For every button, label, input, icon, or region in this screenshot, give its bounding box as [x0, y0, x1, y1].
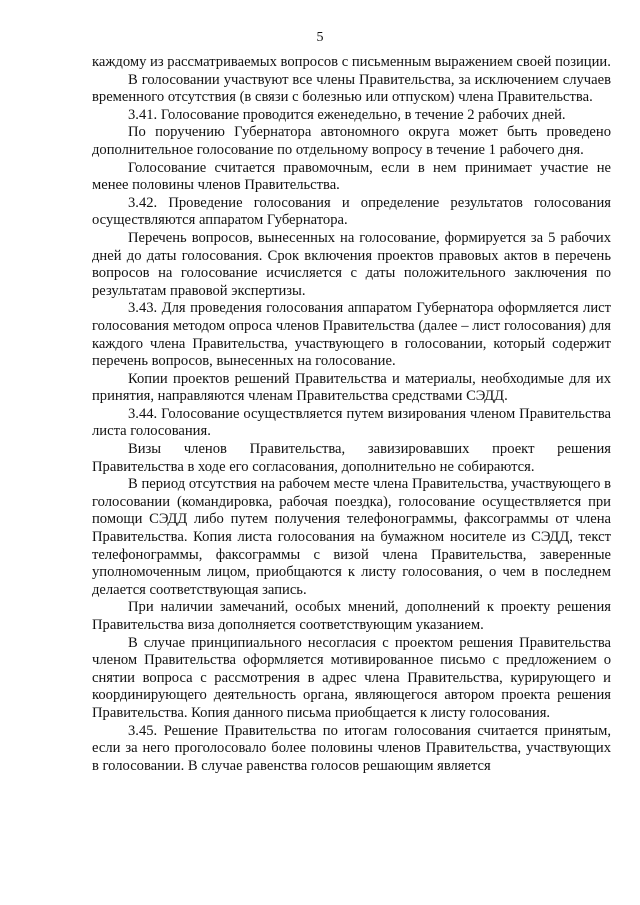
paragraph-clause-3-45: 3.45. Решение Правительства по итогам голосования считается принятым, если за него проголосовало более половины членов Правительства, участвующих в голосовании. В случае равенства голосов решающим является [92, 722, 611, 774]
paragraph: Голосование считается правомочным, если в нем принимает участие не менее половины членов Правительства. [92, 159, 611, 194]
paragraph-clause-3-42: 3.42. Проведение голосования и определение результатов голосования осуществляются аппаратом Губернатора. [92, 194, 611, 229]
paragraph-clause-3-44: 3.44. Голосование осуществляется путем визирования членом Правительства листа голосования. [92, 405, 611, 440]
paragraph: В период отсутствия на рабочем месте члена Правительства, участвующего в голосовании (командировка, рабочая поездка), голосование осуществляется при помощи СЭДД либо путем получения телефонограммы, факсограммы от члена Правительства. Копия листа голосования на бумажном носителе из СЭДД, текст телефонограммы, факсограммы с визой члена Правительства, заверенные уполномоченным лицом, приобщаются к листу голосования, о чем в последнем делается соответствующая запись. [92, 476, 611, 598]
paragraph: Копии проектов решений Правительства и материалы, необходимые для их принятия, направляются членам Правительства средствами СЭДД. [92, 370, 611, 405]
document-body [92, 54, 611, 775]
paragraph: Визы членов Правительства, завизировавших проект решения Правительства в ходе его согласования, дополнительно не собираются. [92, 441, 611, 475]
paragraph-continuation: каждому из рассматриваемых вопросов с письменным выражением своей позиции. [92, 54, 611, 70]
paragraph: При наличии замечаний, особых мнений, дополнений к проекту решения Правительства виза дополняется соответствующим указанием. [92, 599, 611, 633]
paragraph: В случае принципиального несогласия с проектом решения Правительства членом Правительства оформляется мотивированное письмо с предложением о снятии вопроса с рассмотрения в адрес члена Правительства, курирующего и координирующего деятельность органа, являющегося автором проекта решения Правительства. Копия данного письма приобщается к листу голосования. [92, 634, 611, 721]
paragraph-clause-3-43: 3.43. Для проведения голосования аппаратом Губернатора оформляется лист голосования методом опроса членов Правительства (далее – лист голосования) для каждого члена Правительства, участвующего в голосовании, который содержит перечень вопросов, вынесенных на голосование. [92, 300, 611, 370]
paragraph: Перечень вопросов, вынесенных на голосование, формируется за 5 рабочих дней до даты голосования. Срок включения проектов правовых актов в перечень вопросов на голосование исчисляется с даты положительного заключения по результатам правовой экспертизы. [92, 229, 611, 299]
paragraph: По поручению Губернатора автономного округа может быть проведено дополнительное голосование по отдельному вопросу в течение 1 рабочего дня. [92, 124, 611, 158]
paragraph-clause-3-41: 3.41. Голосование проводится еженедельно, в течение 2 рабочих дней. [128, 106, 566, 123]
page-number: 5 [316, 30, 324, 45]
paragraph: В голосовании участвуют все члены Правительства, за исключением случаев временного отсутствия (в связи с болезнью или отпуском) члена Правительства. [92, 71, 611, 106]
